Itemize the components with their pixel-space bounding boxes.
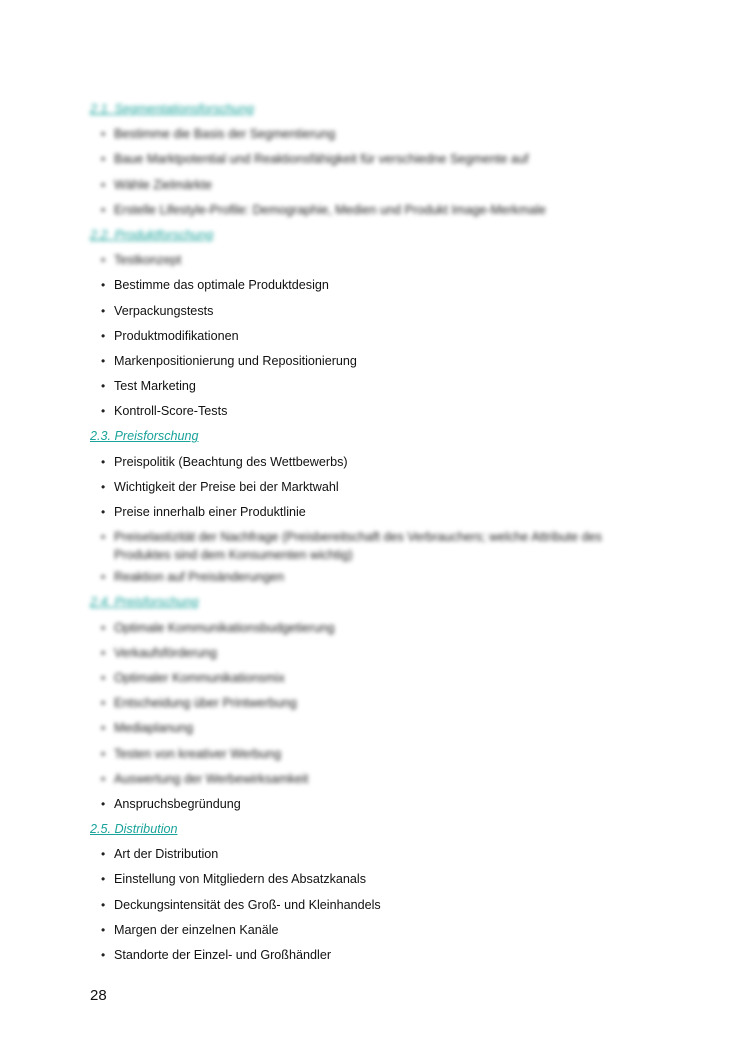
bullet-icon: •: [101, 404, 106, 419]
list-item-text: Deckungsintensität des Groß- und Kleinhandels: [114, 897, 381, 912]
list-item: [90, 845, 630, 870]
page-number: 28: [90, 987, 107, 1004]
list-item: [90, 619, 630, 644]
section-heading-link[interactable]: 2.2. Produktforschung: [90, 227, 214, 242]
list-item-text: Standorte der Einzel- und Großhändler: [114, 948, 332, 962]
bullet-icon: •: [101, 505, 106, 519]
list-item-text: Produktmodifikationen: [114, 328, 239, 343]
list-item-text: Testen von kreativer Werbung: [114, 746, 282, 761]
list-item-text: Markenpositionierung und Repositionierung: [114, 353, 357, 368]
list-item: [90, 352, 630, 377]
list-item-text: Baue Marktpotential und Reaktionsfähigkeit für verschiedne Segmente auf: [114, 152, 529, 167]
list-item: [90, 644, 630, 669]
list-item: [90, 377, 630, 402]
list-item-text: Auswertung der Werbewirksamkeit: [114, 771, 309, 786]
list-item-text: Verkaufsförderung: [114, 645, 217, 660]
bullet-icon: •: [101, 328, 106, 343]
list-item: [90, 478, 630, 503]
list-item: [90, 694, 630, 719]
list-item: [90, 568, 630, 593]
bullet-icon: •: [101, 872, 106, 887]
list-item: [90, 402, 630, 427]
list-item-text: Art der Distribution: [114, 847, 219, 862]
bullet-icon: •: [101, 897, 106, 912]
list-item: [90, 745, 630, 770]
list-item-text: Bestimme die Basis der Segmentierung: [114, 127, 336, 142]
list-item-text: Bestimme das optimale Produktdesign: [114, 278, 329, 293]
page-content: [90, 100, 630, 971]
list-item-text: Preiselastizität der Nachfrage (Preisbereitschaft des Verbrauchers; welche Attribute des Produktes sind dem Konsumenten wichtig): [114, 530, 602, 563]
list-item: [90, 770, 630, 795]
bullet-icon: •: [101, 696, 106, 711]
list-item-text: Einstellung von Mitgliedern des Absatzkanals: [114, 872, 367, 887]
list-item: [90, 302, 630, 327]
bullet-icon: •: [101, 303, 106, 318]
bullet-icon: •: [101, 721, 106, 736]
list-item: [90, 921, 630, 946]
list-item: [90, 669, 630, 694]
section-heading-link[interactable]: 2.3. Preisforschung: [90, 429, 199, 444]
list-item: [90, 150, 630, 175]
bullet-icon: •: [101, 645, 106, 660]
list-item-text: Reaktion auf Preisänderungen: [114, 570, 285, 585]
bullet-icon: •: [101, 570, 106, 585]
section-heading-link[interactable]: 2.4. Preisforschung: [90, 595, 199, 610]
bullet-icon: •: [101, 771, 106, 786]
list-item-text: Kontroll-Score-Tests: [114, 404, 228, 419]
list-item-text: Mediaplanung: [114, 721, 194, 736]
list-item-text: Preispolitik (Beachtung des Wettbewerbs): [114, 454, 348, 469]
list-item-text: Preise innerhalb einer Produktlinie: [114, 505, 306, 519]
list-item-text: Erstelle Lifestyle-Profile: Demographie, Medien und Produkt Image-Merkmale: [114, 202, 546, 217]
list-item: [90, 795, 630, 820]
list-item: [90, 176, 630, 201]
list-item-text: Wähle Zielmärkte: [114, 177, 212, 192]
bullet-icon: •: [101, 454, 106, 469]
bullet-icon: •: [101, 202, 106, 217]
list-item: [90, 946, 630, 971]
list-item-text: Verpackungstests: [114, 303, 214, 318]
bullet-icon: •: [101, 670, 106, 685]
list-item: [90, 276, 630, 301]
bullet-icon: •: [101, 847, 106, 862]
bullet-icon: •: [101, 948, 106, 962]
bullet-icon: •: [101, 796, 106, 811]
list-item: [90, 327, 630, 352]
list-item-text: Anspruchsbegründung: [114, 796, 241, 811]
bullet-icon: •: [101, 127, 106, 142]
list-item-text: Testkonzept: [114, 253, 182, 268]
list-item-text: Optimale Kommunikationsbudgetierung: [114, 620, 335, 635]
bullet-icon: •: [101, 152, 106, 167]
list-item-text: Optimaler Kommunikationsmix: [114, 670, 285, 685]
list-item-text: Wichtigkeit der Preise bei der Marktwahl: [114, 479, 339, 494]
bullet-icon: •: [101, 620, 106, 635]
bullet-icon: •: [101, 353, 106, 368]
list-item: [90, 528, 630, 568]
list-item-text: Test Marketing: [114, 379, 196, 394]
bullet-icon: •: [101, 922, 106, 937]
bullet-icon: •: [101, 379, 106, 394]
bullet-icon: •: [101, 479, 106, 494]
list-item: [90, 453, 630, 478]
list-item-text: Margen der einzelnen Kanäle: [114, 922, 279, 937]
section-heading-link[interactable]: 2.5. Distribution: [90, 822, 178, 837]
section-heading-link[interactable]: 2.1. Segmentationsforschung: [90, 102, 254, 116]
bullet-icon: •: [101, 530, 106, 545]
bullet-icon: •: [101, 253, 106, 268]
list-item: [90, 201, 630, 226]
list-item: [90, 870, 630, 895]
bullet-icon: •: [101, 746, 106, 761]
list-item: [90, 503, 630, 528]
bullet-icon: •: [101, 278, 106, 293]
list-item: [90, 719, 630, 744]
list-item: [90, 125, 630, 150]
list-item-text: Entscheidung über Printwerbung: [114, 696, 297, 711]
list-item: [90, 251, 630, 276]
list-item: [90, 896, 630, 921]
bullet-icon: •: [101, 177, 106, 192]
